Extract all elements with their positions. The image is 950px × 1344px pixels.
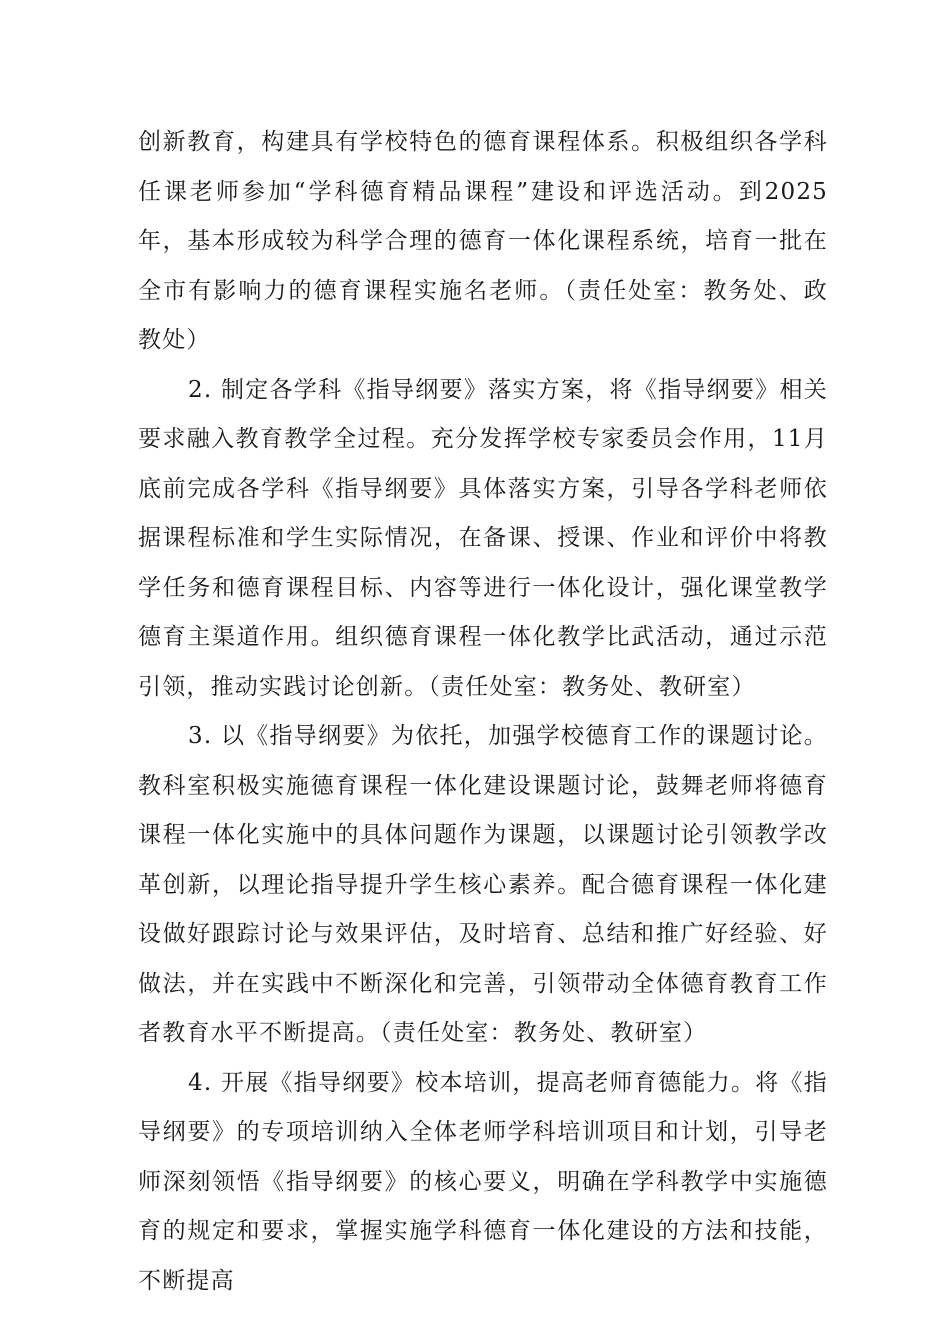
paragraph-item-2: 2. 制定各学科《指导纲要》落实方案，将《指导纲要》相关要求融入教育教学全过程。充分发挥学校专家委员会作用，11月底前完成各学科《指导纲要》具体落实方案，引导各学科老师依据课程标准和学生实际情况，在备课、授课、作业和评价中将教学任务和德育课程目标、内容等进行一体化设计，强化课堂教学德育主渠道作用。组织德育课程一体化教学比武活动，通过示范引领，推动实践讨论创新。（责任处室：教务处、教研室） <box>138 376 828 700</box>
paragraph-continuation: 创新教育，构建具有学校特色的德育课程体系。积极组织各学科任课老师参加“学科德育精品课程”建设和评选活动。到2025年，基本形成较为科学合理的德育一体化课程系统，培育一批在全市有影响力的德育课程实施名老师。（责任处室：教务处、政教处） <box>138 129 828 353</box>
paragraph-item-4: 4. 开展《指导纲要》校本培训，提高老师育德能力。将《指导纲要》的专项培训纳入全体老师学科培训项目和计划，引导老师深刻领悟《指导纲要》的核心要义，明确在学科教学中实施德育的规定和要求，掌握实施学科德育一体化建设的方法和技能，不断提高 <box>138 1069 828 1294</box>
paragraph-item-3: 3. 以《指导纲要》为依托，加强学校德育工作的课题讨论。教科室积极实施德育课程一体化建设课题讨论，鼓舞老师将德育课程一体化实施中的具体问题作为课题，以课题讨论引领教学改革创新，以理论指导提升学生核心素养。配合德育课程一体化建设做好跟踪讨论与效果评估，及时培育、总结和推广好经验、好做法，并在实践中不断深化和完善，引领带动全体德育教育工作者教育水平不断提高。（责任处室：教务处、教研室） <box>138 723 828 1046</box>
document-body <box>138 118 828 1306</box>
